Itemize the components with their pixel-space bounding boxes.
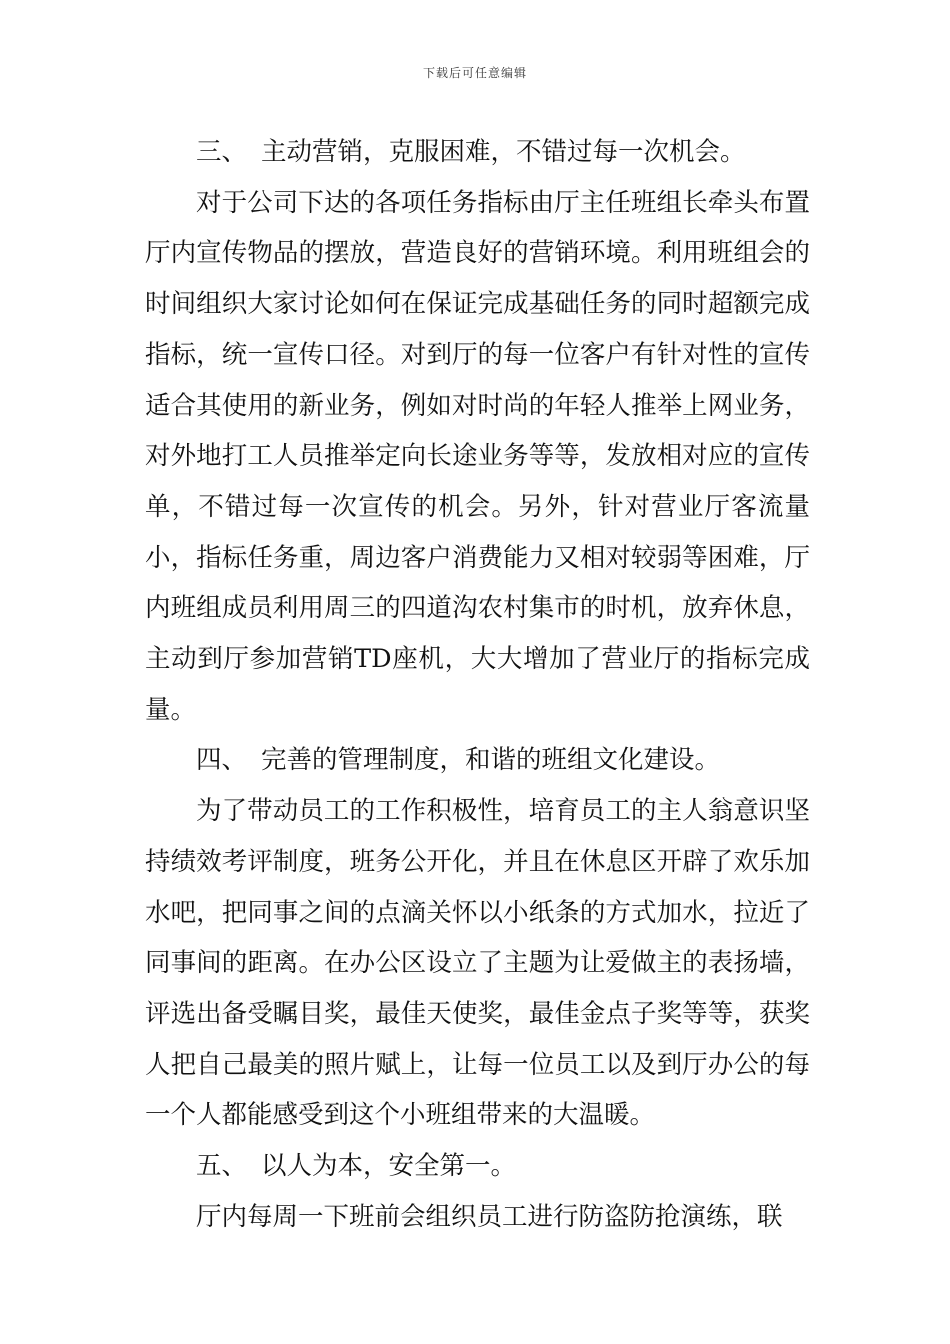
section-heading-text: 完善的管理制度，和谐的班组文化建设。 (261, 745, 721, 776)
section-heading-4 (145, 735, 810, 786)
section-heading-5 (145, 1141, 810, 1192)
page-header-note: 下载后可任意编辑 (422, 66, 527, 80)
body-paragraph: 厅内每周一下班前会组织员工进行防盗防抢演练，联 (196, 1201, 783, 1232)
section-number: 三、 (196, 137, 248, 167)
document-body (145, 127, 810, 1242)
section-heading-text: 以人为本，安全第一。 (261, 1151, 517, 1182)
section-number: 五、 (196, 1151, 248, 1182)
section-heading-3 (145, 127, 810, 178)
body-paragraph: 为了带动员工的工作积极性，培育员工的主人翁意识坚持绩效考评制度，班务公开化，并且在休息区开辟了欢乐加水吧，把同事之间的点滴关怀以小纸条的方式加水，拉近了同事间的距离。在办公区设立了主题为让爱做主的表扬墙，评选出备受瞩目奖，最佳天使奖，最佳金点子奖等等，获奖人把自己最美的照片赋上，让每一位员工以及到厅办公的每一个人都能感受到这个小班组带来的大温暖。 (145, 796, 810, 1131)
section-number: 四、 (196, 745, 248, 776)
section-heading-text: 主动营销，克服困难，不错过每一次机会。 (261, 137, 746, 167)
body-paragraph: 对于公司下达的各项任务指标由厅主任班组长牵头布置厅内宣传物品的摆放，营造良好的营销环境。利用班组会的时间组织大家讨论如何在保证完成基础任务的同时超额完成指标，统一宣传口径。对到厅的每一位客户有针对性的宣传适合其使用的新业务，例如对时尚的年轻人推举上网业务，对外地打工人员推举定向长途业务等等，发放相对应的宣传单，不错过每一次宣传的机会。另外，针对营业厅客流量小，指标任务重，周边客户消费能力又相对较弱等困难，厅内班组成员利用周三的四道沟农村集市的时机，放弃休息，主动到厅参加营销TD座机，大大增加了营业厅的指标完成量。 (145, 187, 810, 725)
